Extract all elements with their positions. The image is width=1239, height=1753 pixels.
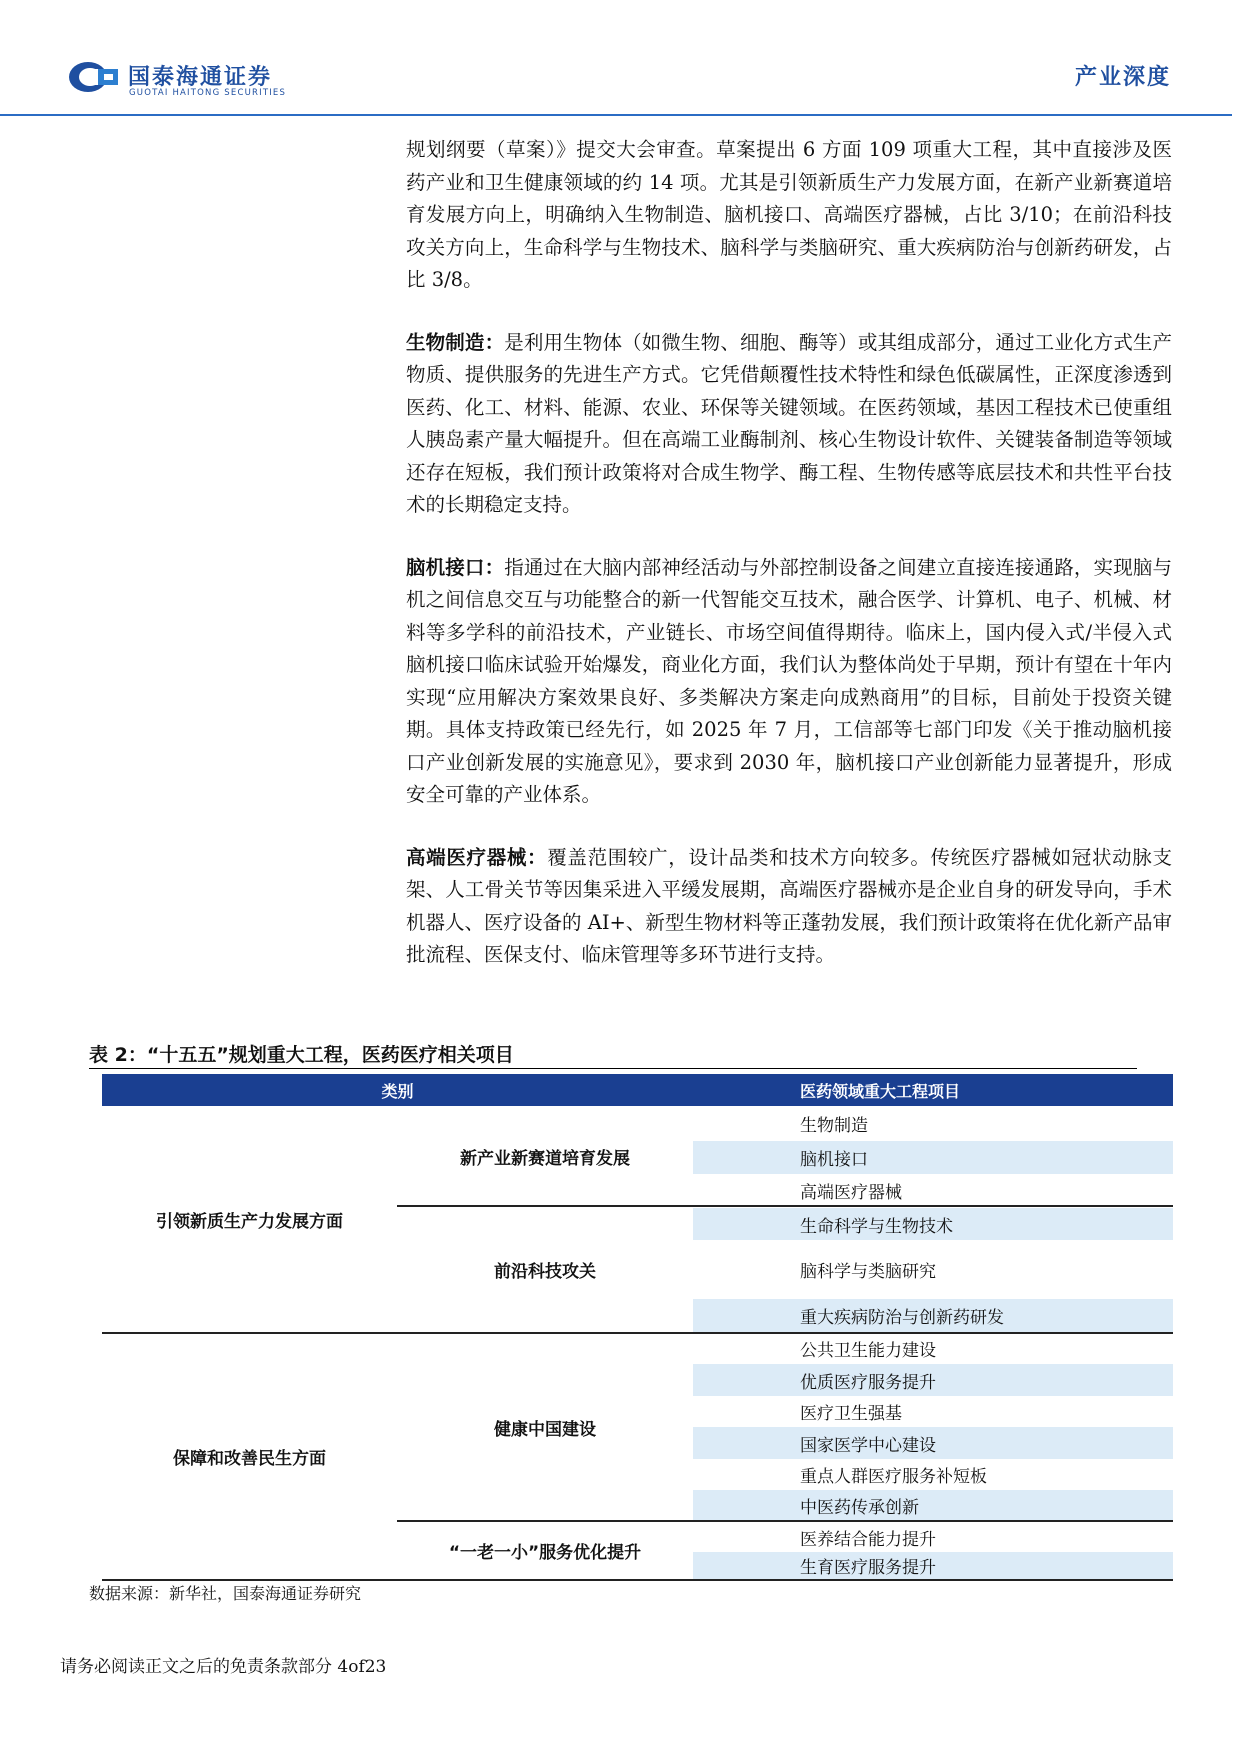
project-item: 脑机接口: [693, 1141, 1173, 1174]
header-projects: [693, 1074, 1173, 1106]
section-bio-manufacturing: [406, 327, 1172, 522]
group-divider: [102, 1332, 1173, 1334]
section-text: 覆盖范围较广，设计品类和技术方向较多。传统医疗器械如冠状动脉支架、人工骨关节等因集采进入平缓发展期，高端医疗器械亦是企业自身的研发导向，手术机器人、医疗设备的 AI+、新型生物材料等正蓬勃发展，我们预计政策将在优化新产品审批流程、医保支付、临床管理等多环节进行支持。: [406, 845, 1172, 966]
section-lead: 生物制造：: [406, 330, 505, 354]
subgroup-name: 前沿科技攻关: [494, 1261, 596, 1282]
header-category: [102, 1074, 693, 1106]
header-projects-label: 医药领域重大工程项目: [800, 1081, 961, 1101]
brand-name-en: GUOTAI HAITONG SECURITIES: [129, 88, 287, 98]
intro-paragraph: 规划纲要（草案）》提交大会审查。草案提出 6 方面 109 项重大工程，其中直接涉及医药产业和卫生健康领域的约 14 项。尤其是引领新质生产力发展方面，在新产业新赛道培育发展方向上，明确纳入生物制造、脑机接口、高端医疗器械，占比 3/10；在前沿科技攻关方向上，生命科学与生物技术、脑科学与类脑研究、重大疾病防治与创新药研发，占比 3/8。: [406, 138, 1172, 291]
section-text: 是利用生物体（如微生物、细胞、酶等）或其组成部分，通过工业化方式生产物质、提供服务的先进生产方式。它凭借颠覆性技术特性和绿色低碳属性，正深度渗透到医药、化工、材料、能源、农业、环保等关键领域。在医药领域，基因工程技术已使重组人胰岛素产量大幅提升。但在高端工业酶制剂、核心生物设计软件、关键装备制造等领域还存在短板，我们预计政策将对合成生物学、酶工程、生物传感等底层技术和共性平台技术的长期稳定支持。: [406, 330, 1172, 516]
project-item: 医疗卫生强基: [800, 1404, 902, 1424]
projects-table: [102, 1074, 1173, 1579]
project-item: 生育医疗服务提升: [693, 1552, 1173, 1579]
project-item: 高端医疗器械: [800, 1182, 902, 1203]
row-divider: [397, 1205, 1173, 1207]
project-item: 生命科学与生物技术: [693, 1208, 1173, 1240]
group-name: 引领新质生产力发展方面: [156, 1211, 343, 1232]
subgroup-name: 新产业新赛道培育发展: [460, 1148, 630, 1169]
table-title: 表 2：“十五五”规划重大工程，医药医疗相关项目: [89, 1044, 514, 1066]
header-divider: [0, 114, 1232, 116]
body-text: [406, 134, 1172, 1002]
project-item: 医养结合能力提升: [800, 1529, 936, 1550]
brand-name-cn: 国泰海通证券: [128, 65, 273, 90]
header-category-label: 类别: [381, 1081, 414, 1101]
project-item: 生物制造: [800, 1116, 868, 1136]
group-name: 保障和改善民生方面: [173, 1448, 326, 1469]
page-footer: 请务必阅读正文之后的免责条款部分 4of23: [60, 1657, 387, 1677]
guotai-haitong-logo-icon: [68, 60, 120, 94]
page-header: [0, 0, 1239, 118]
project-item: 优质医疗服务提升: [693, 1364, 1173, 1396]
table-title-rule: [89, 1068, 1137, 1069]
section-brain-computer-interface: [406, 552, 1172, 812]
project-item: 公共卫生能力建设: [800, 1341, 936, 1361]
section-high-end-devices: [406, 842, 1172, 972]
project-item: 脑科学与类脑研究: [800, 1262, 936, 1282]
subgroup-name: 健康中国建设: [494, 1419, 596, 1440]
table-source: 数据来源：新华社，国泰海通证券研究: [89, 1584, 362, 1603]
project-item: 国家医学中心建设: [693, 1427, 1173, 1459]
project-item: 重点人群医疗服务补短板: [800, 1467, 987, 1487]
subgroup-name: “一老一小”服务优化提升: [448, 1542, 642, 1563]
section-lead: 高端医疗器械：: [406, 845, 548, 869]
project-item: 中医药传承创新: [693, 1490, 1173, 1521]
row-divider: [397, 1520, 1173, 1522]
section-lead: 脑机接口：: [406, 555, 505, 579]
section-text: 指通过在大脑内部神经活动与外部控制设备之间建立直接连接通路，实现脑与机之间信息交互与功能整合的新一代智能交互技术，融合医学、计算机、电子、机械、材料等多学科的前沿技术，产业链长、市场空间值得期待。临床上，国内侵入式/半侵入式脑机接口临床试验开始爆发，商业化方面，我们认为整体尚处于早期，预计有望在十年内实现“应用解决方案效果良好、多类解决方案走向成熟商用”的目标，目前处于投资关键期。具体支持政策已经先行，如 2025 年 7 月，工信部等七部门印发《关于推动脑机接口产业创新发展的实施意见》，要求到 2030 年，脑机接口产业创新能力显著提升，形成安全可靠的产业体系。: [406, 555, 1172, 806]
project-item: 重大疾病防治与创新药研发: [693, 1299, 1173, 1332]
report-type: 产业深度: [1074, 65, 1171, 90]
